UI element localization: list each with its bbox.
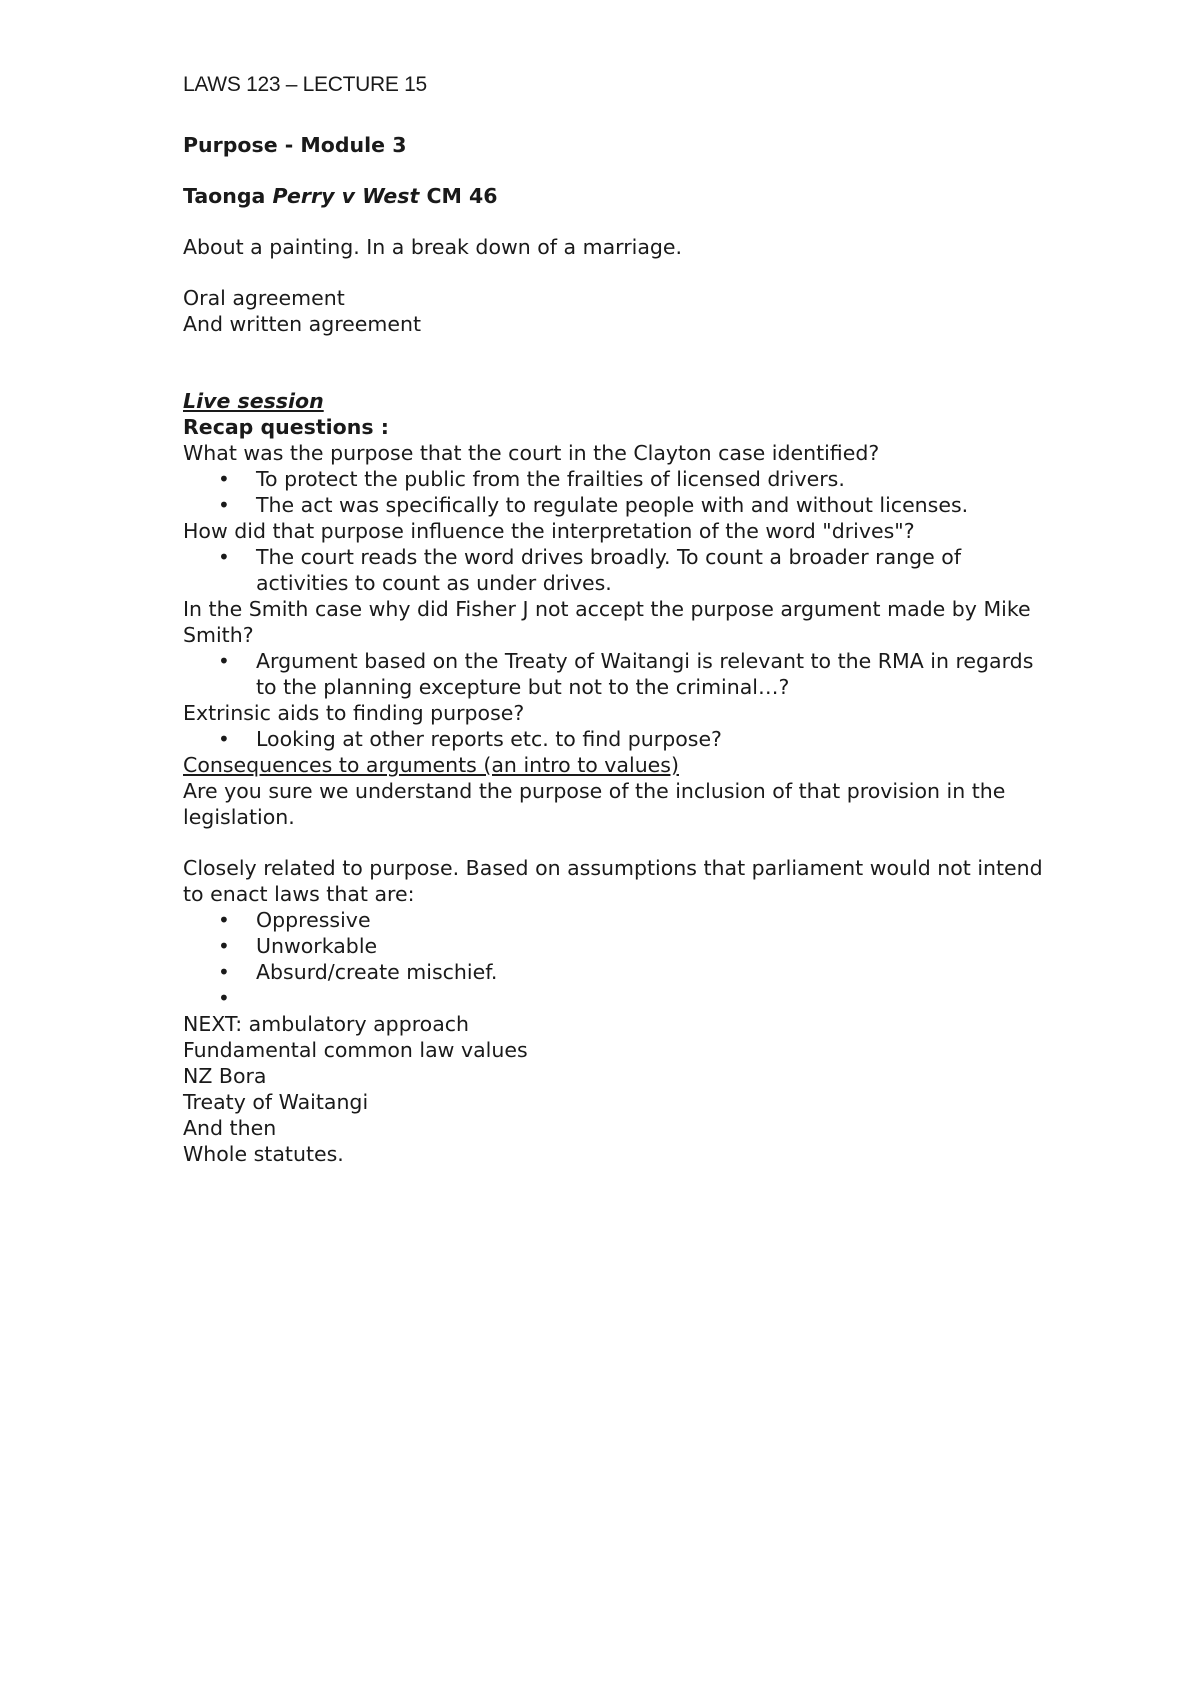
bullet-list [183,726,1043,752]
list-item [183,466,1043,492]
case-prefix: Taonga [183,184,273,208]
next-line: Treaty of Waitangi [183,1090,369,1114]
list-item-text: Argument based on the Treaty of Waitangi is relevant to the RMA in regards to the planning excepture but not to the criminal…? [256,649,1034,699]
bullet-list [183,907,1043,1011]
bullet-icon: • [218,727,230,751]
list-item-text: Looking at other reports etc. to find purpose? [256,727,722,751]
list-item [183,959,1043,985]
list-item [183,907,1043,933]
list-item-text: The act was specifically to regulate people with and without licenses. [256,493,969,517]
bullet-list [183,648,1043,700]
bullet-icon: • [218,649,230,673]
module-heading: Purpose - Module 3 [183,133,407,157]
recap-heading: Recap questions : [183,415,389,439]
bullet-icon: • [218,493,230,517]
list-item [183,985,1043,1011]
bullet-icon: • [218,960,230,984]
intro-text: About a painting. In a break down of a marriage. [183,235,683,259]
list-item [183,492,1043,518]
recap-question: Extrinsic aids to finding purpose? [183,701,525,725]
next-line: Whole statutes. [183,1142,344,1166]
recap-question: How did that purpose influence the interpretation of the word "drives"? [183,519,915,543]
list-item-text: Oppressive [256,908,371,932]
bullet-icon: • [218,545,230,569]
live-session-heading: Live session [183,389,324,413]
next-line: NZ Bora [183,1064,267,1088]
document-body [183,72,1043,1167]
consequences-heading: Consequences to arguments (an intro to values) [183,753,679,777]
next-line: NEXT: ambulatory approach [183,1012,470,1036]
page-title: LAWS 123 – LECTURE 15 [183,73,427,96]
case-name: Perry v West [272,184,420,208]
next-line: And then [183,1116,277,1140]
list-item-text: Unworkable [256,934,378,958]
list-item [183,648,1043,700]
agreement-line: And written agreement [183,312,422,336]
list-item-text: The court reads the word drives broadly. To count a broader range of activities to count as under drives. [256,545,962,595]
bullet-icon: • [218,986,230,1010]
bullet-list [183,466,1043,518]
list-item-text: Absurd/create mischief. [256,960,498,984]
closely-text: Closely related to purpose. Based on assumptions that parliament would not intend to enact laws that are: [183,856,1043,906]
bullet-icon: • [218,908,230,932]
bullet-icon: • [218,934,230,958]
recap-question: What was the purpose that the court in the Clayton case identified? [183,441,880,465]
case-citation [183,183,1043,209]
list-item [183,933,1043,959]
next-line: Fundamental common law values [183,1038,528,1062]
case-suffix: CM 46 [419,184,498,208]
consequences-text: Are you sure we understand the purpose of the inclusion of that provision in the legislation. [183,779,1006,829]
list-item [183,544,1043,596]
recap-question: In the Smith case why did Fisher J not accept the purpose argument made by Mike Smith? [183,597,1031,647]
agreement-line: Oral agreement [183,286,345,310]
list-item-text: To protect the public from the frailties of licensed drivers. [256,467,845,491]
bullet-list [183,544,1043,596]
bullet-icon: • [218,467,230,491]
list-item [183,726,1043,752]
